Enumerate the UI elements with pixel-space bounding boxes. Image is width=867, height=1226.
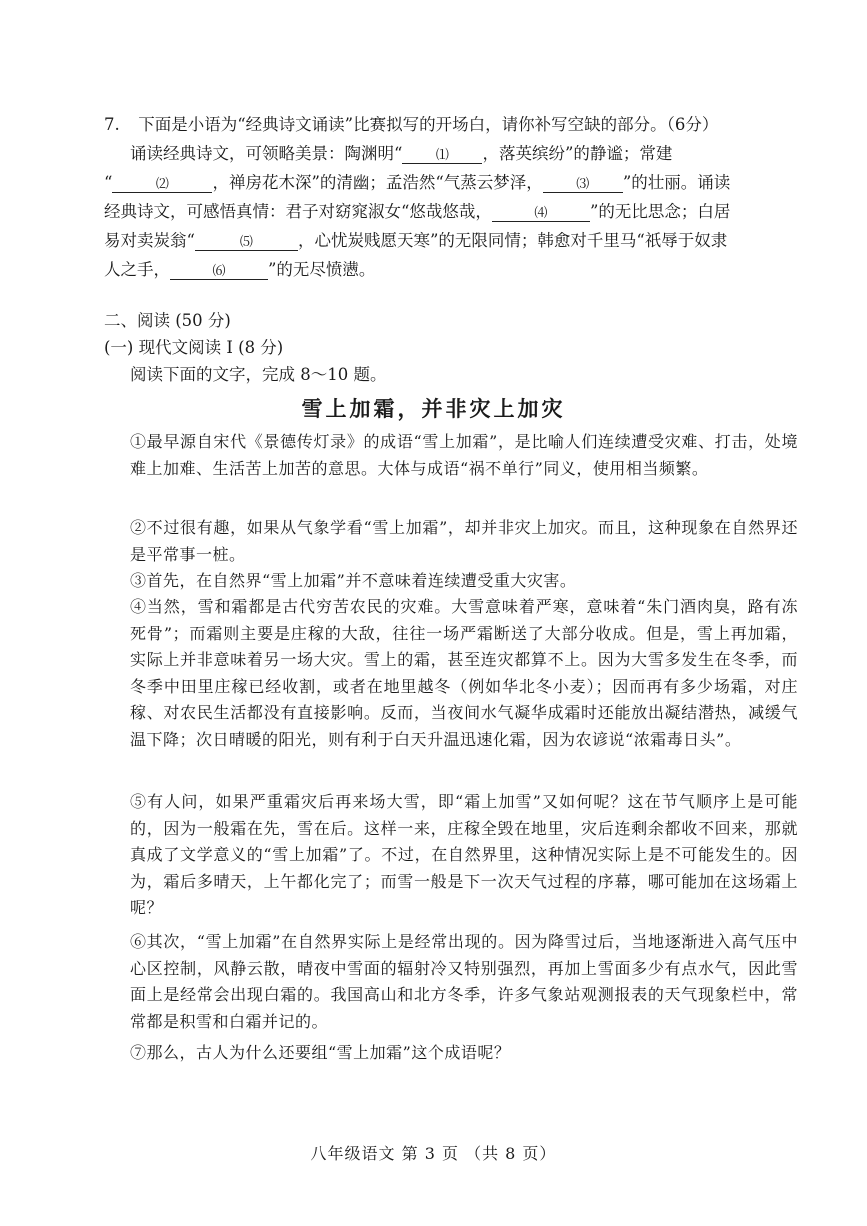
- paragraph-1: ①最早源自宋代《景德传灯录》的成语“雪上加霜”，是比喻人们连续遭受灾难、打击，处境难上加难、生活苦上加苦的意思。大体与成语“祸不单行”同义，使用相当频繁。: [130, 432, 798, 478]
- blank-number: ⑸: [239, 235, 253, 250]
- blank-number: ⑶: [576, 177, 590, 192]
- fill-blank-5[interactable]: [195, 230, 298, 251]
- q7-number: 7.: [104, 115, 120, 134]
- q7-line-4: [104, 201, 730, 223]
- q7-text: 易对卖炭翁“: [104, 231, 195, 250]
- fill-blank-3[interactable]: [543, 172, 623, 193]
- q7-line-5: [104, 230, 727, 252]
- q7-text: ”的壮丽。诵读: [622, 173, 731, 192]
- page-footer: 八年级语文 第 3 页 （共 8 页）: [310, 1144, 557, 1163]
- q7-text: 人之手，: [104, 260, 170, 279]
- q7-text: 诵读经典诗文，可领略美景：陶渊明“: [130, 144, 403, 163]
- blank-number: ⑴: [435, 148, 449, 163]
- fill-blank-2[interactable]: [112, 172, 212, 193]
- q7-text: ，心忧炭贱愿天寒”的无限同情；韩愈对千里马“祇辱于奴隶: [297, 231, 728, 250]
- q7-line-2: [130, 143, 672, 165]
- section-heading: 二、阅读 (50 分): [104, 311, 231, 330]
- q7-text: ”的无比思念；白居: [589, 202, 731, 221]
- q7-text: ”的无尽愤懑。: [268, 260, 376, 279]
- q7-stem-line: [104, 114, 718, 136]
- fill-blank-4[interactable]: [492, 201, 590, 222]
- reading-instruction: 阅读下面的文字，完成 8～10 题。: [130, 365, 387, 384]
- paragraph-7: ⑦那么，古人为什么还要组“雪上加霜”这个成语呢？: [130, 1043, 511, 1062]
- q7-text: ，禅房花木深”的清幽；孟浩然“气蒸云梦泽，: [212, 173, 543, 192]
- q7-text: ，落英缤纷”的静谧；常建: [482, 144, 673, 163]
- paragraph-3: ③首先，在自然界“雪上加霜”并不意味着连续遭受重大灾害。: [130, 571, 577, 590]
- blank-number: ⑷: [534, 206, 548, 221]
- q7-line-3: [104, 172, 730, 194]
- q7-line-6: [104, 259, 375, 281]
- paragraph-4: ④当然，雪和霜都是古代穷苦农民的灾难。大雪意味着严寒，意味着“朱门酒肉臭，路有冻死骨”；而霜则主要是庄稼的大敌，往往一场严霜断送了大部分收成。但是，雪上再加霜，实际上并非意味着另一场大灾。雪上的霜，甚至连灾都算不上。因为大雪多发生在冬季，而冬季中田里庄稼已经收割，或者在地里越冬（例如华北冬小麦）；因而再有多少场霜，对庄稼、对农民生活都没有直接影响。反而，当夜间水气凝华成霜时还能放出凝结潜热，减缓气温下降；次日晴暖的阳光，则有利于白天升温迅速化霜，因为农谚说“浓霜毒日头”。: [130, 597, 798, 749]
- paragraph-6: ⑥其次，“雪上加霜”在自然界实际上是经常出现的。因为降雪过后，当地逐渐进入高气压中心区控制，风静云散，晴夜中雪面的辐射冷又特别强烈，再加上雪面多少有点水气，因此雪面上是经常会出现白霜的。我国高山和北方冬季，许多气象站观测报表的天气现象栏中，常常都是积雪和白霜并记的。: [130, 932, 798, 1031]
- paragraph-2: ②不过很有趣，如果从气象学看“雪上加霜”，却并非灾上加灾。而且，这种现象在自然界还是平常事一桩。: [130, 518, 798, 564]
- q7-text: 经典诗文，可感悟真情：君子对窈窕淑女“悠哉悠哉，: [104, 202, 492, 221]
- blank-number: ⑵: [155, 177, 169, 192]
- blank-number: ⑹: [212, 264, 226, 279]
- article-title: 雪上加霜，并非灾上加灾: [301, 396, 566, 421]
- subsection-heading: (一) 现代文阅读 I (8 分): [104, 338, 284, 357]
- fill-blank-6[interactable]: [170, 259, 268, 280]
- q7-text: “: [104, 173, 113, 192]
- paragraph-5: ⑤有人问，如果严重霜灾后再来场大雪，即“霜上加雪”又如何呢？这在节气顺序上是可能的，因为一般霜在先，雪在后。这样一来，庄稼全毁在地里，灾后连剩余都收不回来，那就真成了文学意义的“雪上加霜”了。不过，在自然界里，这种情况实际上是不可能发生的。因为，霜后多晴天，上午都化完了；而雪一般是下一次天气过程的序幕，哪可能加在这场霜上呢？: [130, 792, 798, 917]
- fill-blank-1[interactable]: [402, 143, 482, 164]
- q7-stem: 下面是小语为“经典诗文诵读”比赛拟写的开场白，请你补写空缺的部分。（6分）: [138, 115, 719, 134]
